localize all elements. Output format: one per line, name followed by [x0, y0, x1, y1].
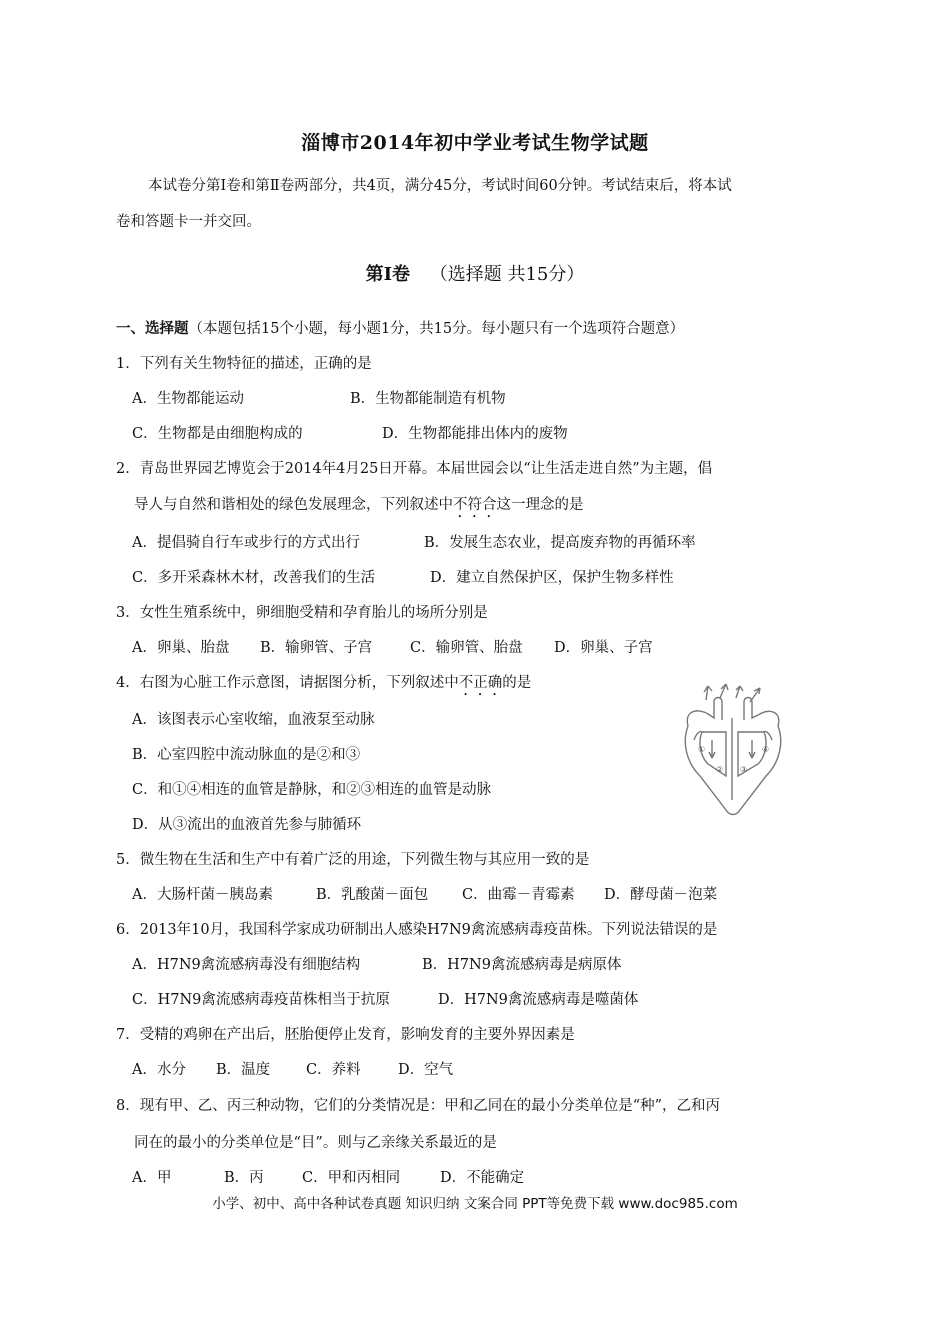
q8-option-b: B．丙	[224, 1170, 264, 1186]
heart-label-4: ④	[762, 745, 770, 754]
question-3-stem: 3．女性生殖系统中，卵细胞受精和孕育胎儿的场所分别是	[116, 605, 488, 621]
section-note: （本题包括15个小题，每小题1分，共15分。每小题只有一个选项符合题意）	[188, 321, 685, 337]
q1-option-c: C．生物都是由细胞构成的	[132, 426, 303, 442]
q4-option-b: B．心室四腔中流动脉血的是②和③	[132, 747, 361, 763]
q2-option-d: D．建立自然保护区，保护生物多样性	[430, 570, 674, 586]
intro-line-2: 卷和答题卡一并交回。	[116, 214, 261, 230]
q5-option-b: B．乳酸菌－面包	[316, 887, 429, 903]
page-title: 淄博市2014年初中学业考试生物学试题	[301, 132, 649, 154]
q6-option-c: C．H7N9禽流感病毒疫苗株相当于抗原	[132, 992, 390, 1008]
question-4-stem	[116, 671, 531, 699]
part-heading-main: 第Ⅰ卷	[365, 264, 411, 285]
q3-option-d: D．卵巢、子宫	[554, 640, 653, 656]
question-8-stem: 8．现有甲、乙、丙三种动物，它们的分类情况是：甲和乙同在的最小分类单位是“种”，乙和丙	[116, 1098, 721, 1114]
q6-option-b: B．H7N9禽流感病毒是病原体	[422, 957, 622, 973]
q7-option-b: B．温度	[216, 1062, 271, 1078]
question-3-options	[132, 636, 653, 657]
heart-label-3: ③	[740, 765, 748, 774]
q6-option-d: D．H7N9禽流感病毒是噬菌体	[438, 992, 639, 1008]
question-7-stem: 7．受精的鸡卵在产出后，胚胎便停止发育，影响发育的主要外界因素是	[116, 1027, 575, 1043]
question-2-stem: 2．青岛世界园艺博览会于2014年4月25日开幕。本届世园会以“让生活走进自然”为主题，倡	[116, 461, 713, 477]
q2-emphasis: 不符合	[453, 497, 497, 513]
q2-option-b: B．发展生态农业，提高废弃物的再循环率	[424, 535, 696, 551]
q1-option-d: D．生物都能排出体内的废物	[382, 426, 568, 442]
q5-option-c: C．曲霉－青霉素	[462, 887, 575, 903]
section-heading	[116, 317, 684, 338]
question-8-options	[132, 1166, 524, 1187]
q2-cont-post: 这一理念的是	[496, 497, 584, 513]
q7-option-c: C．养料	[306, 1062, 361, 1078]
q7-option-d: D．空气	[398, 1062, 454, 1078]
q4-option-a: A．该图表示心室收缩，血液泵至动脉	[132, 712, 375, 728]
question-1-options-ab	[132, 387, 506, 408]
intro-line-1: 本试卷分第Ⅰ卷和第Ⅱ卷两部分，共4页，满分45分，考试时间60分钟。考试结束后，将本试	[148, 178, 732, 194]
question-1-stem: 1．下列有关生物特征的描述，正确的是	[116, 356, 372, 372]
q4-option-d: D．从③流出的血液首先参与肺循环	[132, 817, 362, 833]
question-2-options-ab	[132, 531, 696, 552]
question-6-options-cd	[132, 988, 638, 1009]
question-1-options-cd	[132, 422, 568, 443]
q8-option-d: D．不能确定	[440, 1170, 525, 1186]
q3-option-c: C．输卵管、胎盘	[410, 640, 523, 656]
q5-option-d: D．酵母菌－泡菜	[604, 887, 718, 903]
question-5-stem: 5．微生物在生活和生产中有着广泛的用途，下列微生物与其应用一致的是	[116, 852, 590, 868]
q8-option-c: C．甲和丙相同	[302, 1170, 401, 1186]
heart-diagram	[678, 680, 788, 822]
question-8-stem-cont: 同在的最小的分类单位是“目”。则与乙亲缘关系最近的是	[134, 1135, 497, 1151]
section-title: 一、选择题	[116, 320, 189, 337]
q5-option-a: A．大肠杆菌－胰岛素	[132, 887, 273, 903]
heart-label-1: ①	[698, 745, 706, 754]
heart-label-2: ②	[716, 765, 724, 774]
q4-emphasis: 不正确	[458, 675, 503, 691]
q8-option-a: A．甲	[132, 1170, 172, 1186]
part-heading	[0, 260, 950, 286]
q4-stem-pre: 4．右图为心脏工作示意图，请据图分析，下列叙述中	[116, 675, 459, 691]
q2-option-a: A．提倡骑自行车或步行的方式出行	[132, 535, 360, 551]
q4-option-c: C．和①④相连的血管是静脉，和②③相连的血管是动脉	[132, 782, 492, 798]
q4-stem-post: 的是	[502, 675, 532, 691]
question-2-stem-cont	[134, 493, 584, 521]
question-6-options-ab	[132, 953, 621, 974]
q3-option-b: B．输卵管、子宫	[260, 640, 373, 656]
question-5-options	[132, 883, 717, 904]
part-heading-sub: （选择题 共15分）	[429, 264, 585, 285]
q1-option-b: B．生物都能制造有机物	[350, 391, 506, 407]
question-7-options	[132, 1058, 453, 1079]
q2-cont-pre: 导人与自然和谐相处的绿色发展理念，下列叙述中	[134, 497, 453, 513]
q3-option-a: A．卵巢、胎盘	[132, 640, 230, 656]
page-footer: 小学、初中、高中各种试卷真题 知识归纳 文案合同 PPT等免费下载 www.doc985.com	[212, 1196, 738, 1212]
q1-option-a: A．生物都能运动	[132, 391, 244, 407]
q2-option-c: C．多开采森林木材，改善我们的生活	[132, 570, 376, 586]
question-2-options-cd	[132, 566, 674, 587]
q7-option-a: A．水分	[132, 1062, 186, 1078]
question-6-stem: 6．2013年10月，我国科学家成功研制出人感染H7N9禽流感病毒疫苗株。下列说法错误的是	[116, 922, 718, 938]
q6-option-a: A．H7N9禽流感病毒没有细胞结构	[132, 957, 361, 973]
